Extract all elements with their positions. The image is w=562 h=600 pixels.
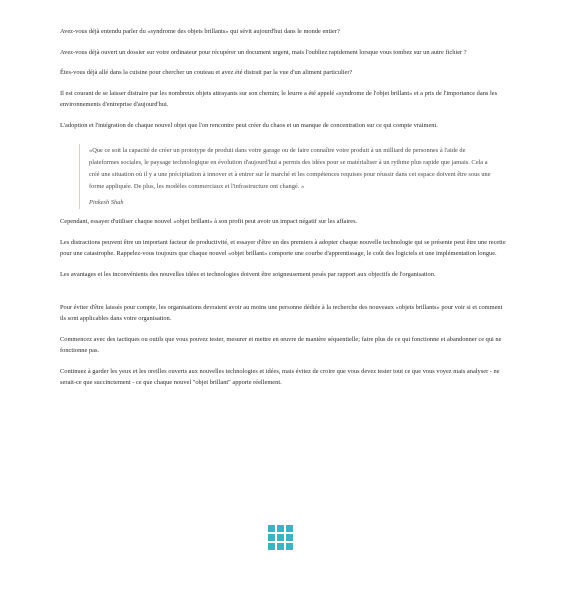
paragraph-intro-3: Êtes-vous déjà allé dans la cuisine pour chercher un couteau et avez été distrait par la vue d'un aliment particulier? — [60, 69, 353, 77]
paragraph-closing-1: Pour éviter d'être laissés pour compte, les organisations devraient avoir au moins une personne dédiée à la recherche des nouveaux «objets brillants» pour voir si et comment ils sont applicables dans votre organisation. — [60, 303, 503, 322]
logo-cell — [286, 543, 293, 550]
logo-cell — [277, 543, 284, 550]
grid-logo-svg — [268, 525, 293, 550]
paragraph-intro-5: L'adoption et l'intégration de chaque nouvel objet que l'on rencontre peut créer du chaos et un manque de concentration sur ce qui compte vraiment. — [60, 122, 438, 130]
logo-cell — [268, 534, 275, 541]
logo-cell — [268, 525, 275, 532]
logo-cell — [277, 534, 284, 541]
quote-text: «Que ce soit la capacité de créer un prototype de produit dans votre garage ou de faire connaître votre produit à un milliard de personnes à l'aide de plateformes sociales, le paysage technologique en évolution d'aujourd'hui a permis des idées pour se matérialiser à un rythme plus rapide que jamais. Cela a créé une situation où il y a une précipitation à innover et à entrer sur le marché et les compétences requises pour réussir dans cet espace doivent être sous une forme appliquée. De plus, les modèles commerciaux et l'infrastructure ont changé. » — [89, 147, 491, 190]
paragraph-intro-2: Avez-vous déjà ouvert un dossier sur votre ordinateur pour récupérer un document urgent, mais l'oubliez rapidement lorsque vous tombez sur un autre fichier ? — [60, 48, 467, 56]
article-body — [60, 26, 506, 397]
paragraph-middle-2: Les distractions peuvent être un important facteur de productivité, et essayer d'être un des premiers à adopter chaque nouvelle technologie qui se présente peut être une recette pour une catastrophe. Rappelez-vous toujours que chaque nouvel «objet brillant» comporte une courbe d'apprentissage, le coût des logiciels et une implémentation longue. — [60, 239, 506, 258]
paragraph-closing-2: Commencez avec des tactiques ou outils que vous pouvez tester, mesurer et mettre en œuvre de manière séquentielle; faire plus de ce qui fonctionne et abandonner ce qui ne fonctionne pas. — [60, 335, 502, 354]
section-spacer — [60, 290, 506, 302]
quote-author: Pinkesh Shah — [89, 199, 124, 207]
logo-cell — [286, 525, 293, 532]
pull-quote — [79, 144, 492, 209]
paragraph-middle-1: Cependant, essayer d'utiliser chaque nouvel «objet brillant» à son profit peut avoir un impact négatif sur les affaires. — [60, 218, 358, 226]
paragraph-intro-4: Il est courant de se laisser distraire par les nombreux objets attrayants sur son chemin; le leurre a été appelé «syndrome de l'objet brillant» et a pris de l'importance dans les environnements d'entreprise d'aujourd'hui. — [60, 90, 498, 109]
logo-cell — [268, 543, 275, 550]
logo-cell — [277, 525, 284, 532]
grid-logo-icon — [268, 525, 293, 550]
paragraph-closing-3: Continuez à garder les yeux et les oreilles ouverts aux nouvelles technologies et idées, mais évitez de croire que vous devez tester tout ce que vous voyez mais analyser - ne serait-ce que succinctement - ce que chaque nouvel "objet brillant" apporte réellement. — [60, 367, 500, 386]
paragraph-middle-3: Les avantages et les inconvénients des nouvelles idées et technologies doivent être soigneusement pesés par rapport aux objectifs de l'organisation. — [60, 271, 436, 279]
paragraph-intro-1: Avez-vous déjà entendu parler du «syndrome des objets brillants» qui sévit aujourd'hui dans le monde entier? — [60, 28, 340, 35]
logo-cell — [286, 534, 293, 541]
